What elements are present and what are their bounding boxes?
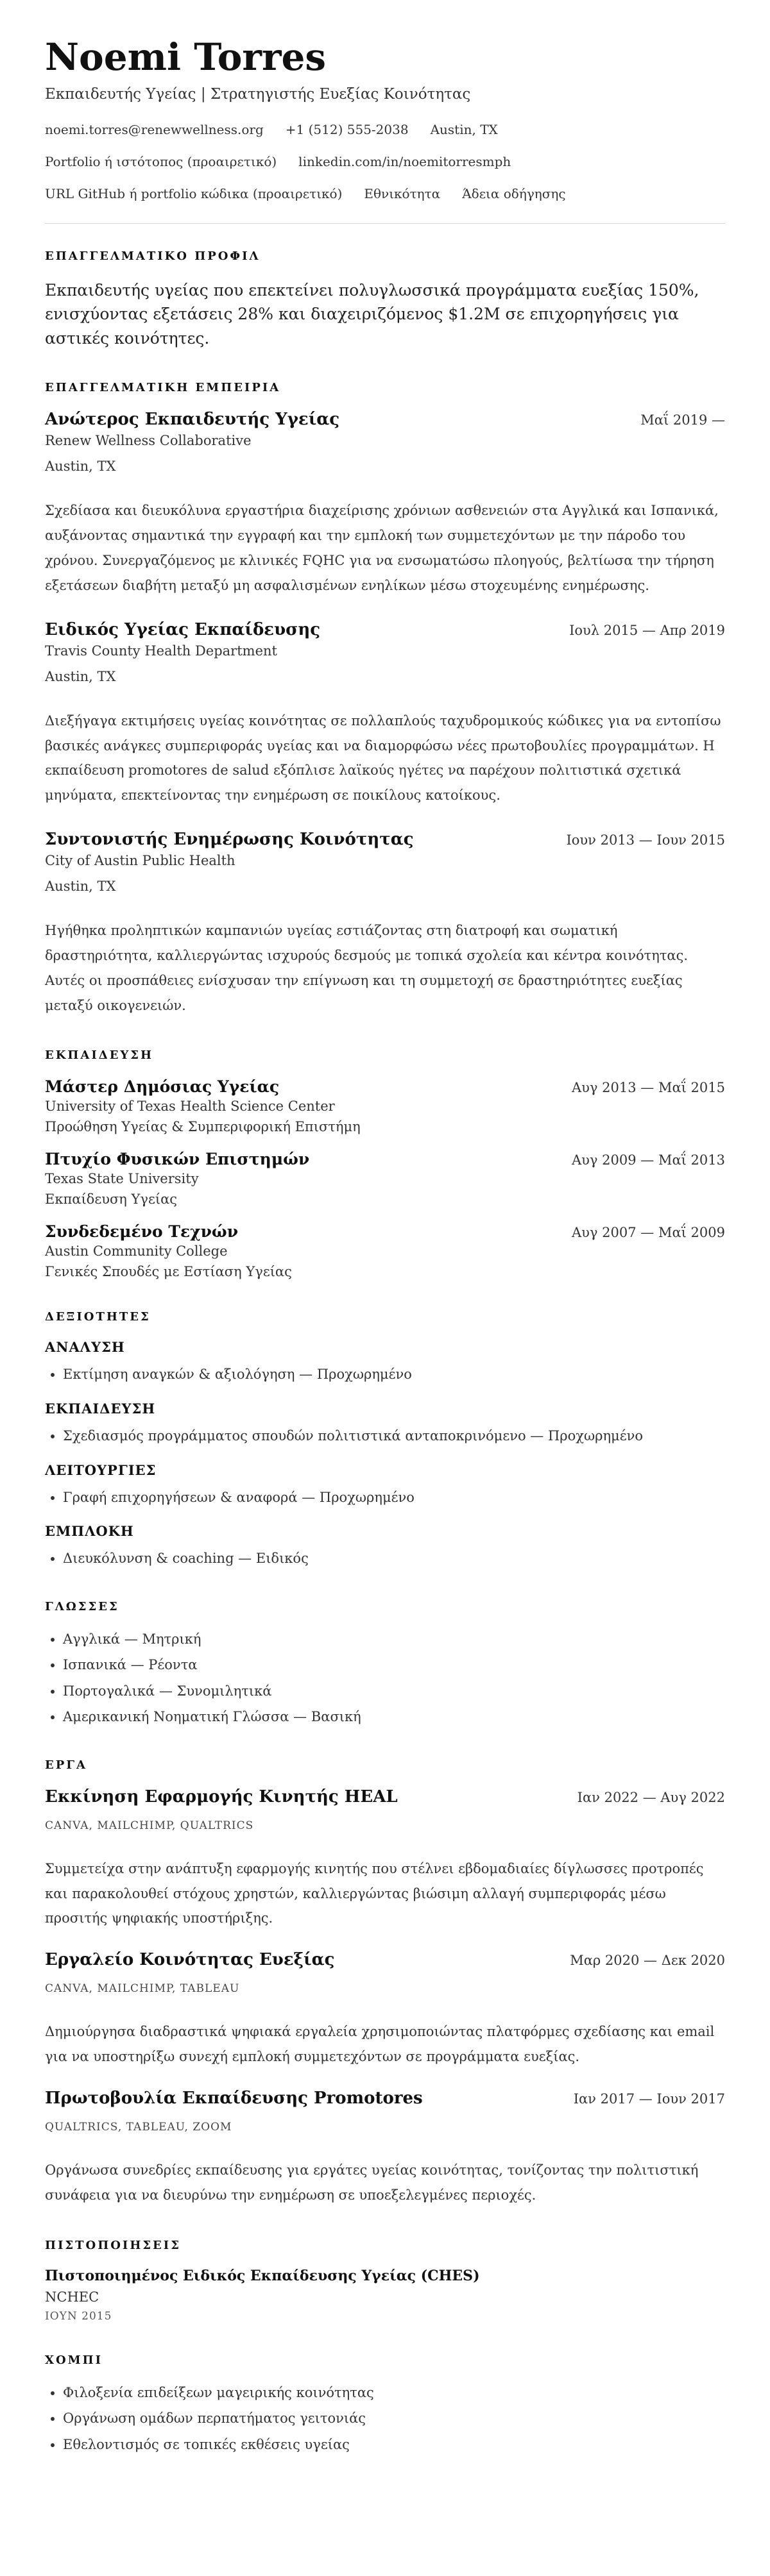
project-date: Ιαν 2017 — Ιουν 2017 [573, 2091, 725, 2107]
contact-row-3 [45, 186, 725, 201]
experience-entry [45, 830, 725, 1018]
education-section [45, 1048, 725, 1279]
job-company: Renew Wellness Collaborative [45, 433, 252, 449]
hobby-item: • Οργάνωση ομάδων περπατήματος γειτονιάς [63, 2408, 725, 2429]
language-item: • Πορτογαλικά — Συνομιλητικά [63, 1681, 725, 1702]
degree-date: Αυγ 2013 — Μαΐ 2015 [572, 1080, 725, 1096]
job-company: Travis County Health Department [45, 643, 277, 659]
contact-email[interactable]: noemi.torres@renewwellness.org [45, 121, 264, 137]
project-entry [45, 2089, 725, 2208]
job-date: Ιουλ 2015 — Απρ 2019 [569, 622, 725, 638]
degree-field: Γενικές Σπουδές με Εστίαση Υγείας [45, 1264, 292, 1280]
contact-nationality: Εθνικότητα [364, 185, 441, 201]
skill-list [45, 1364, 725, 1385]
skill-list [45, 1426, 725, 1447]
education-entry [45, 1077, 725, 1134]
job-title: Συντονιστής Ενημέρωσης Κοινότητας [45, 830, 414, 850]
hobby-list [45, 2382, 725, 2455]
project-description: Συμμετείχα στην ανάπτυξη εφαρμογής κινητής που στέλνει εβδομαδιαίες δίγλωσσες προτροπές και παρακολουθεί στόχους χρηστών, καλλιεργώντας βιώσιμη αλλαγή συμπεριφοράς μέσω προσιτής ψηφιακής υποστήριξης. [45, 1860, 704, 1926]
projects-section [45, 1758, 725, 2208]
contact-portfolio[interactable]: Portfolio ή ιστότοπος (προαιρετικό) [45, 153, 277, 169]
contact-linkedin[interactable]: linkedin.com/in/noemitorresmph [298, 153, 511, 169]
contact-location: Austin, TX [430, 121, 498, 137]
job-description: Ηγήθηκα προληπτικών καμπανιών υγείας εστιάζοντας στη διατροφή και σωματική δραστηριότητα, καλλιεργώντας ισχυρούς δεσμούς με τοπικά σχολεία και κέντρα κοινότητας. Αυτές οι προσπάθειες ενίσχυσαν την επίγνωση και τη συμμετοχή σε δραστηριότητες ευεξίας μεταξύ οικογενειών. [45, 923, 689, 1013]
project-tech: QUALTRICS, TABLEAU, ZOOM [45, 2121, 232, 2134]
experience-entry [45, 410, 725, 598]
skill-item: • Διευκόλυνση & coaching — Ειδικός [63, 1548, 725, 1569]
language-list [45, 1629, 725, 1728]
project-date: Ιαν 2022 — Αυγ 2022 [577, 1789, 725, 1805]
language-item: • Αγγλικά — Μητρική [63, 1629, 725, 1650]
hobby-item: • Φιλοξενία επιδείξεων μαγειρικής κοινότητας [63, 2382, 725, 2403]
language-item: • Αμερικανική Νοηματική Γλώσσα — Βασική [63, 1706, 725, 1728]
degree-field: Εκπαίδευση Υγείας [45, 1191, 178, 1208]
job-location: Austin, TX [45, 459, 116, 475]
summary-section [45, 249, 725, 351]
certifications-title: ΠΙΣΤΟΠΟΙΗΣΕΙΣ [45, 2238, 181, 2252]
skills-section [45, 1310, 725, 1569]
contact-phone[interactable]: +1 (512) 555-2038 [285, 121, 409, 137]
job-description: Σχεδίασα και διευκόλυνα εργαστήρια διαχείρισης χρόνιων ασθενειών στα Αγγλικά και Ισπανικά, αυξάνοντας σημαντικά την εγγραφή και την εμπλοκή των συμμετεχόντων με την πάροδο του χρόνου. Συνεργαζόμενος με κλινικές FQHC για να ενσωματώσω πλοηγούς, βελτίωσα την τήρηση εξετάσεων διαβήτη μεταξύ μη ασφαλισμένων ενηλίκων μέσω στοχευμένης ενημέρωσης. [45, 503, 719, 593]
skill-category: ΕΜΠΛΟΚΗ [45, 1523, 134, 1540]
degree-title: Μάστερ Δημόσιας Υγείας [45, 1077, 280, 1097]
summary-title: ΕΠΑΓΓΕΛΜΑΤΙΚΟ ΠΡΟΦΙΛ [45, 249, 261, 263]
project-entry [45, 1787, 725, 1932]
job-title: Ειδικός Υγείας Εκπαίδευσης [45, 619, 321, 639]
school-name: University of Texas Health Science Center [45, 1099, 335, 1115]
education-entry [45, 1150, 725, 1207]
project-description: Οργάνωσα συνεδρίες εκπαίδευσης για εργάτες υγείας κοινότητας, τονίζοντας την πολιτιστική συνάφεια για να διευρύνω την ενημέρωση σε υποεξελεγμένες περιοχές. [45, 2162, 699, 2203]
hobbies-section [45, 2353, 725, 2455]
header-divider [45, 223, 725, 224]
candidate-name: Noemi Torres [45, 35, 327, 79]
candidate-headline: Εκπαιδευτής Υγείας | Στρατηγιστής Ευεξίας Κοινότητας [45, 85, 471, 103]
school-name: Texas State University [45, 1171, 199, 1187]
project-title: Εργαλείο Κοινότητας Ευεξίας [45, 1950, 335, 1970]
project-tech: CANVA, MAILCHIMP, TABLEAU [45, 1982, 240, 1996]
contact-github[interactable]: URL GitHub ή portfolio κώδικα (προαιρετικό) [45, 185, 343, 201]
project-date: Μαρ 2020 — Δεκ 2020 [570, 1953, 725, 1969]
contact-row-1 [45, 122, 725, 137]
skill-list [45, 1548, 725, 1569]
languages-title: ΓΛΩΣΣΕΣ [45, 1599, 119, 1613]
education-title: ΕΚΠΑΙΔΕΥΣΗ [45, 1048, 154, 1063]
school-name: Austin Community College [45, 1243, 228, 1259]
project-title: Πρωτοβουλία Εκπαίδευσης Promotores [45, 2089, 423, 2109]
skill-category: ΛΕΙΤΟΥΡΓΙΕΣ [45, 1461, 157, 1478]
job-company: City of Austin Public Health [45, 853, 235, 869]
experience-title: ΕΠΑΓΓΕΛΜΑΤΙΚΗ ΕΜΠΕΙΡΙΑ [45, 381, 281, 395]
certification-entry [45, 2268, 725, 2323]
job-date: Ιουν 2013 — Ιουν 2015 [566, 832, 725, 848]
hobbies-title: ΧΟΜΠΙ [45, 2353, 103, 2367]
resume-header [45, 37, 725, 201]
certifications-section [45, 2239, 725, 2323]
certification-name: Πιστοποιημένος Ειδικός Εκπαίδευσης Υγείας (CHES) [45, 2267, 480, 2284]
projects-title: ΕΡΓΑ [45, 1758, 87, 1772]
skill-item: • Γραφή επιχορηγήσεων & αναφορά — Προχωρημένο [63, 1487, 725, 1508]
summary-text: Εκπαιδευτής υγείας που επεκτείνει πολυγλωσσικά προγράμματα ευεξίας 150%, ενισχύοντας εξετάσεις 28% και διαχειριζόμενος $1.2M σε επιχορηγήσεις για αστικές κοινότητες. [45, 280, 699, 348]
education-entry [45, 1222, 725, 1279]
job-date: Μαΐ 2019 — [640, 412, 725, 428]
degree-title: Πτυχίο Φυσικών Επιστημών [45, 1150, 310, 1169]
contact-row-2 [45, 154, 725, 169]
project-description: Δημιούργησα διαδραστικά ψηφιακά εργαλεία χρησιμοποιώντας πλατφόρμες σχεδίασης και email για να υποστηρίξω συνεχή εμπλοκή συμμετεχόντων σε προγράμματα ευεξίας. [45, 2024, 715, 2065]
job-description: Διεξήγαγα εκτιμήσεις υγείας κοινότητας σε πολλαπλούς ταχυδρομικούς κώδικες για να εντοπίσω βασικές ανάγκες συμπεριφοράς υγείας και να διαμορφώσω νέες πρωτοβουλίες προγραμμάτων. Η εκπαίδευση promotores de salud εξόπλισε λαϊκούς ηγέτες να παρέχουν πολιτιστικά σχετικά μηνύματα, επεκτείνοντας την ενημέρωση σε ποικίλους κατοίκους. [45, 712, 721, 804]
contact-driving-license: Άδεια οδήγησης [462, 185, 566, 201]
languages-section [45, 1600, 725, 1728]
experience-section [45, 381, 725, 1018]
certification-issuer: NCHEC [45, 2289, 99, 2305]
degree-field: Προώθηση Υγείας & Συμπεριφορική Επιστήμη [45, 1119, 361, 1135]
skill-category: ΕΚΠΑΙΔΕΥΣΗ [45, 1400, 156, 1417]
job-location: Austin, TX [45, 879, 116, 895]
certification-date: ΙΟΥΝ 2015 [45, 2309, 112, 2323]
experience-entry [45, 620, 725, 808]
degree-date: Αυγ 2007 — Μαΐ 2009 [572, 1225, 725, 1241]
skill-category: ΑΝΑΛΥΣΗ [45, 1339, 125, 1356]
project-tech: CANVA, MAILCHIMP, QUALTRICS [45, 1819, 254, 1832]
hobby-item: • Εθελοντισμός σε τοπικές εκθέσεις υγείας [63, 2434, 725, 2455]
degree-date: Αυγ 2009 — Μαΐ 2013 [572, 1152, 725, 1168]
job-title: Ανώτερος Εκπαιδευτής Υγείας [45, 410, 340, 430]
skills-title: ΔΕΞΙΟΤΗΤΕΣ [45, 1310, 151, 1324]
skill-item: • Σχεδιασμός προγράμματος σπουδών πολιτιστικά ανταποκρινόμενο — Προχωρημένο [63, 1426, 725, 1447]
project-title: Εκκίνηση Εφαρμογής Κινητής HEAL [45, 1787, 398, 1806]
project-entry [45, 1950, 725, 2069]
skill-item: • Εκτίμηση αναγκών & αξιολόγηση — Προχωρημένο [63, 1364, 725, 1385]
job-location: Austin, TX [45, 668, 116, 684]
degree-title: Συνδεδεμένο Τεχνών [45, 1222, 239, 1242]
language-item: • Ισπανικά — Ρέοντα [63, 1654, 725, 1676]
skill-list [45, 1487, 725, 1508]
